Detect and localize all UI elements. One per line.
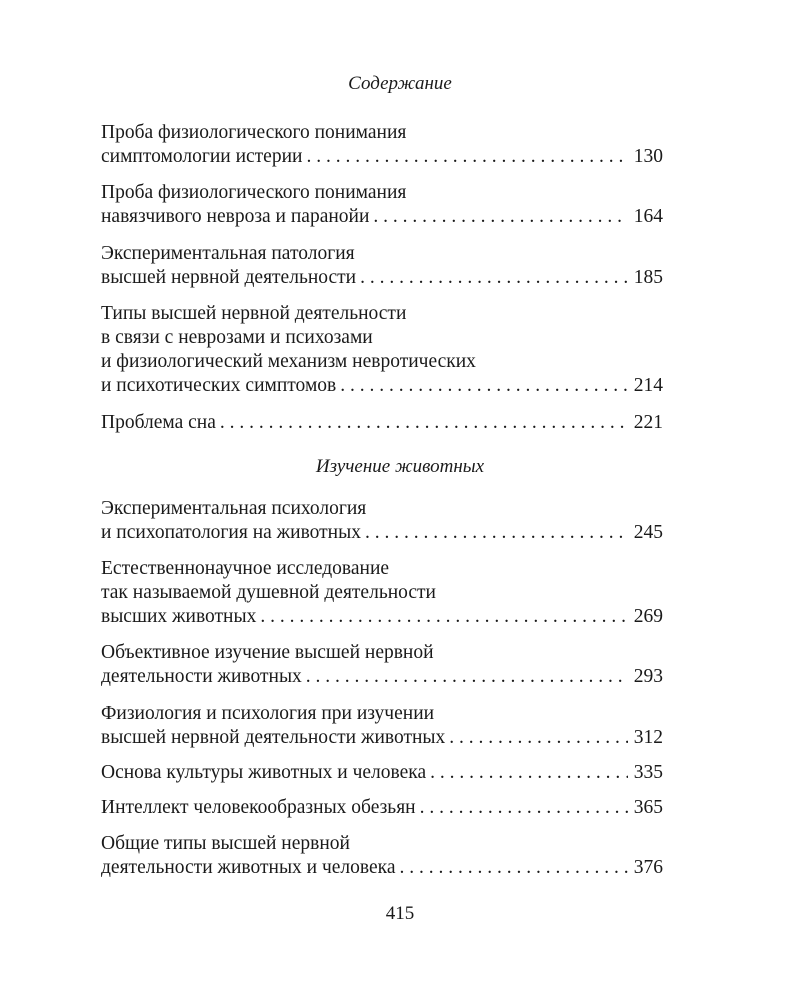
toc-entry-last-line xyxy=(101,796,663,820)
toc-entry-line: Типы высшей нервной деятельности xyxy=(101,303,407,324)
toc-entry xyxy=(101,497,663,545)
toc-entry-line: Объективное изучение высшей нервной xyxy=(101,642,434,663)
toc-entry-last-line xyxy=(101,856,663,880)
toc-entry xyxy=(101,641,663,689)
section-title: Изучение животных xyxy=(315,456,485,477)
page-header: Содержание xyxy=(348,73,452,94)
toc-entry xyxy=(101,796,663,820)
toc-entry-last-line xyxy=(101,374,663,398)
toc-entry xyxy=(101,761,663,785)
toc-entry xyxy=(101,557,663,629)
toc-entry-line: так называемой душевной деятельности xyxy=(101,582,436,603)
toc-entry-line: Физиология и психология при изучении xyxy=(101,703,435,724)
toc-page-number: 221 xyxy=(633,412,663,433)
toc-entry-text: Интеллект человекообразных обезьян xyxy=(101,797,416,818)
dot-leader xyxy=(306,665,628,689)
toc-entry xyxy=(101,411,663,435)
toc-entry xyxy=(101,181,663,229)
toc-entry-text: высшей нервной деятельности животных xyxy=(101,727,446,748)
toc-entry-text: симптомологии истерии xyxy=(101,146,303,167)
toc-entry-line: в связи с неврозами и психозами xyxy=(101,327,373,348)
dot-leader xyxy=(340,374,628,398)
dot-leader xyxy=(373,205,627,229)
toc-entry xyxy=(101,121,663,169)
toc-entry-last-line xyxy=(101,726,663,750)
toc-entry-last-line xyxy=(101,521,663,545)
toc-entry-text: и психопатология на животных xyxy=(101,522,361,543)
toc-entry-text: деятельности животных xyxy=(101,666,302,687)
toc-page-number: 245 xyxy=(633,522,663,543)
toc-page-number: 214 xyxy=(633,375,663,396)
toc-entry-text: навязчивого невроза и паранойи xyxy=(101,206,370,227)
dot-leader xyxy=(360,266,628,290)
toc-entry-last-line xyxy=(101,761,663,785)
toc-entry-line: Общие типы высшей нервной xyxy=(101,833,350,854)
toc-entry-line: Проба физиологического понимания xyxy=(101,182,407,203)
dot-leader xyxy=(430,761,628,785)
toc-entry-text: деятельности животных и человека xyxy=(101,857,396,878)
dot-leader xyxy=(306,145,627,169)
toc-page-number: 312 xyxy=(633,727,663,748)
toc-entry-text: высшей нервной деятельности xyxy=(101,267,357,288)
toc-entry-line: Проба физиологического понимания xyxy=(101,122,407,143)
toc-entry xyxy=(101,832,663,880)
toc-entry-last-line xyxy=(101,266,663,290)
toc-entry-last-line xyxy=(101,665,663,689)
toc-page-number: 293 xyxy=(633,666,663,687)
toc-page-number: 130 xyxy=(633,146,663,167)
toc-entry-line: Экспериментальная патология xyxy=(101,243,355,264)
toc-page-number: 335 xyxy=(633,762,663,783)
page-number: 415 xyxy=(385,903,415,924)
dot-leader xyxy=(220,411,628,435)
toc-page-number: 365 xyxy=(633,797,663,818)
toc-entry-text: и психотических симптомов xyxy=(101,375,337,396)
toc-entry xyxy=(101,302,663,398)
toc-entry-line: Экспериментальная психология xyxy=(101,498,367,519)
toc-entry-text: Основа культуры животных и человека xyxy=(101,762,427,783)
toc-page-number: 269 xyxy=(633,606,663,627)
toc-entry xyxy=(101,702,663,750)
dot-leader xyxy=(420,796,628,820)
toc-entry xyxy=(101,242,663,290)
toc-entry-last-line xyxy=(101,145,663,169)
toc-entry-last-line xyxy=(101,411,663,435)
toc-entry-line: и физиологический механизм невротических xyxy=(101,351,476,372)
dot-leader xyxy=(365,521,628,545)
dot-leader xyxy=(260,605,627,629)
toc-page-number: 185 xyxy=(633,267,663,288)
toc-page-number: 376 xyxy=(633,857,663,878)
dot-leader xyxy=(449,726,627,750)
toc-entry-last-line xyxy=(101,605,663,629)
toc-entry-text: высших животных xyxy=(101,606,257,627)
toc-entry-text: Проблема сна xyxy=(101,412,216,433)
toc-entry-line: Естественнонаучное исследование xyxy=(101,558,390,579)
toc-entry-last-line xyxy=(101,205,663,229)
toc-page-number: 164 xyxy=(633,206,663,227)
dot-leader xyxy=(400,856,628,880)
